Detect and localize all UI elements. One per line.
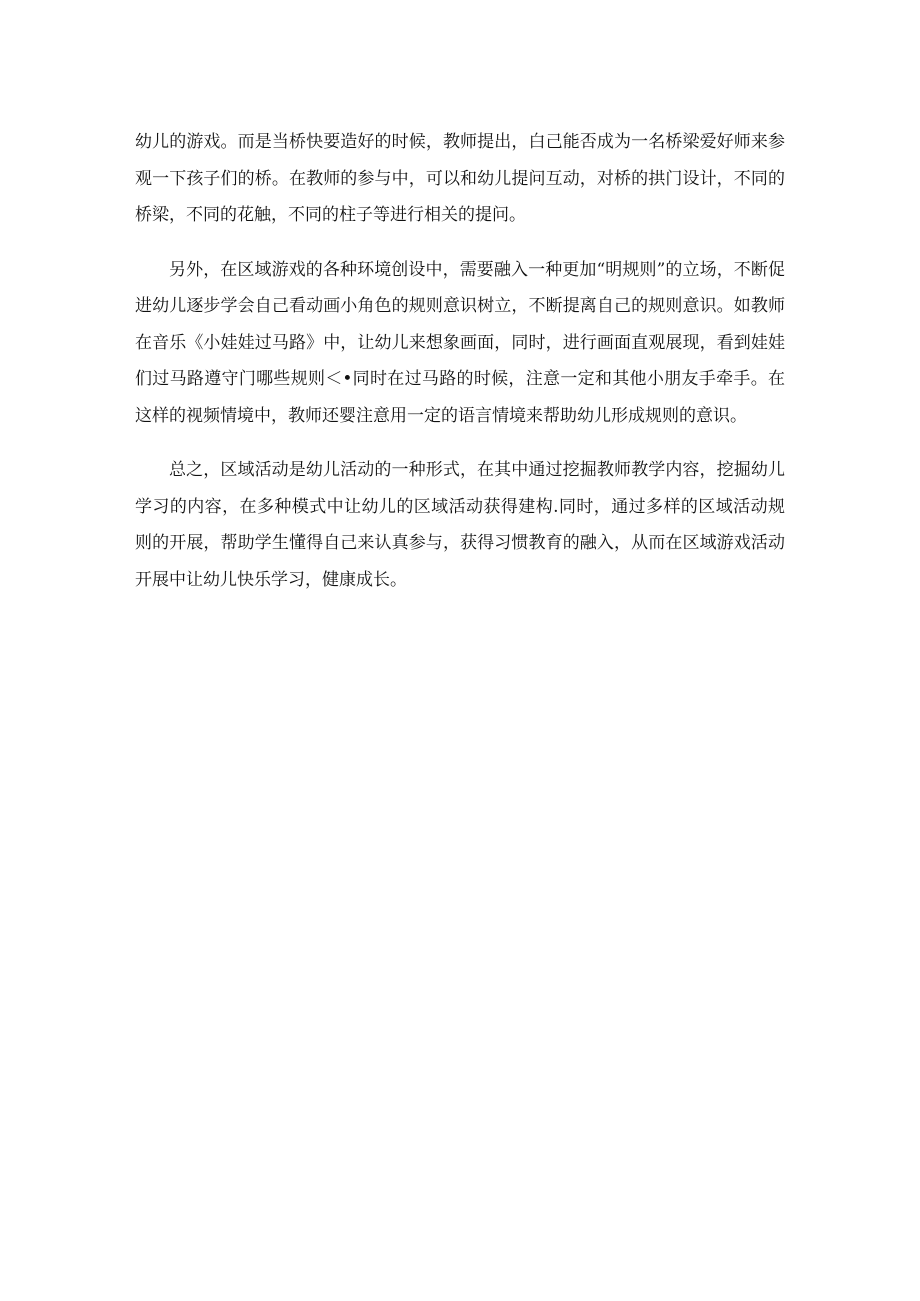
paragraph-rules-environment: 另外，在区域游戏的各种环境创设中，需要融入一种更加“明规则”的立场，不断促进幼儿逐步学会自己看动画小角色的规则意识树立，不断提离自己的规则意识。如教师在音乐《小娃娃过马路》中，让幼儿来想象画面，同时，进行画面直观展现，看到娃娃们过马路遵守门哪些规则＜•同时在过马路的时候，注意一定和其他小朋友手牵手。在这样的视频情境中，教师还婴注意用一定的语言情境来帮助幼儿形成规则的意识。 — [135, 259, 785, 426]
paragraph-continuation: 幼儿的游戏。而是当桥快要造好的时候，教师提出，白己能否成为一名桥梁爱好师来参观一下孩子们的桥。在教师的参与中，可以和幼儿提问互动，对桥的拱门设计，不同的桥梁，不同的花触，不同的柱子等进行相关的提问。 — [135, 132, 785, 225]
document-body — [135, 124, 785, 616]
paragraph-conclusion: 总之，区域活动是幼儿活动的一种形式，在其中通过挖掘教师教学内容，挖掘幼儿学习的内容，在多种模式中让幼儿的区域活动获得建构.同时，通过多样的区域活动规则的开展，帮助学生懂得自己来认真参与，获得习惯教育的融入，从而在区域游戏活动开展中让幼儿快乐学习，健康成长。 — [135, 460, 785, 590]
